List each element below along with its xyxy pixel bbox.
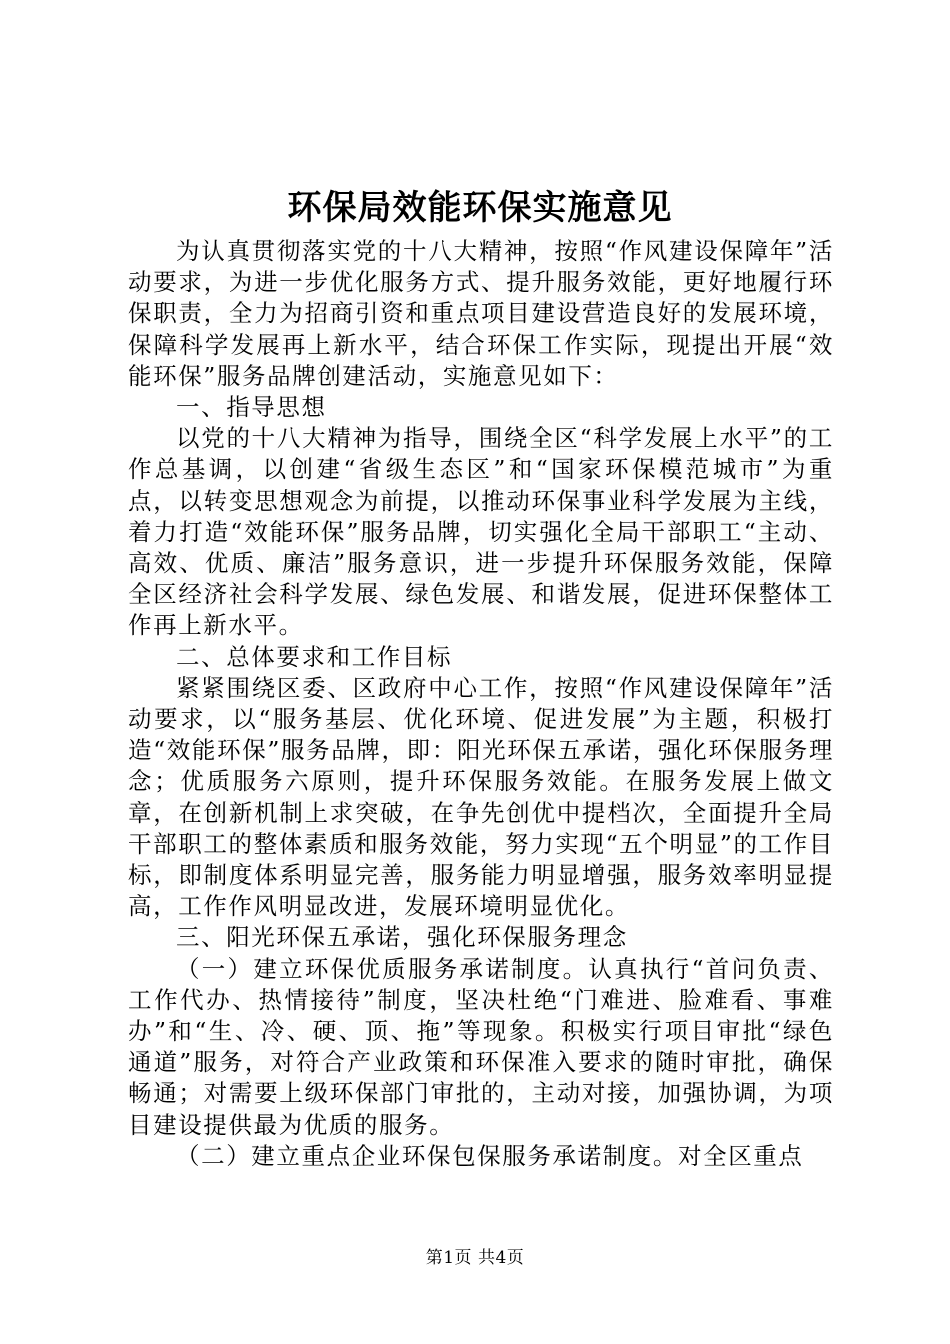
paragraph-guiding-ideology: 以党的十八大精神为指导，围绕全区“科学发展上水平”的工作总基调，以创建“省级生态区”和“国家环保模范城市”为重点，以转变思想观念为前提，以推动环保事业科学发展为主线，着力打造“效能环保”服务品牌，切实强化全局干部职工“主动、高效、优质、廉洁”服务意识，进一步提升环保服务效能，保障全区经济社会科学发展、绿色发展、和谐发展，促进环保整体工作再上新水平。 xyxy=(128,424,834,640)
paragraph-commitment-1: （一）建立环保优质服务承诺制度。认真执行“首问负责、工作代办、热情接待”制度，坚决杜绝“门难进、脸难看、事难办”和“生、冷、硬、顶、拖”等现象。积极实行项目审批“绿色通道”服务，对符合产业政策和环保准入要求的随时审批，确保畅通；对需要上级环保部门审批的，主动对接，加强协调，为项目建设提供最为优质的服务。 xyxy=(128,954,834,1139)
section-heading-overall-requirements: 二、总体要求和工作目标 xyxy=(176,642,453,671)
document-body xyxy=(128,236,834,1172)
paragraph-commitment-2: （二）建立重点企业环保包保服务承诺制度。对全区重点 xyxy=(176,1141,804,1170)
section-heading-guiding-ideology: 一、指导思想 xyxy=(176,393,327,422)
paragraph-overall-requirements: 紧紧围绕区委、区政府中心工作，按照“作风建设保障年”活动要求，以“服务基层、优化环境、促进发展”为主题，积极打造“效能环保”服务品牌，即：阳光环保五承诺，强化环保服务理念；优质服务六原则，提升环保服务效能。在服务发展上做文章，在创新机制上求突破，在争先创优中提档次，全面提升全局干部职工的整体素质和服务效能，努力实现“五个明显”的工作目标，即制度体系明显完善，服务能力明显增强，服务效率明显提高，工作作风明显改进，发展环境明显优化。 xyxy=(128,673,834,921)
document-title: 环保局效能环保实施意见 xyxy=(287,188,673,228)
section-heading-five-commitments: 三、阳光环保五承诺，强化环保服务理念 xyxy=(176,923,628,952)
page-number-footer: 第1页 共4页 xyxy=(425,1248,525,1268)
paragraph-intro: 为认真贯彻落实党的十八大精神，按照“作风建设保障年”活动要求，为进一步优化服务方式、提升服务效能，更好地履行环保职责，全力为招商引资和重点项目建设营造良好的发展环境，保障科学发展再上新水平，结合环保工作实际，现提出开展“效能环保”服务品牌创建活动，实施意见如下： xyxy=(128,237,834,390)
